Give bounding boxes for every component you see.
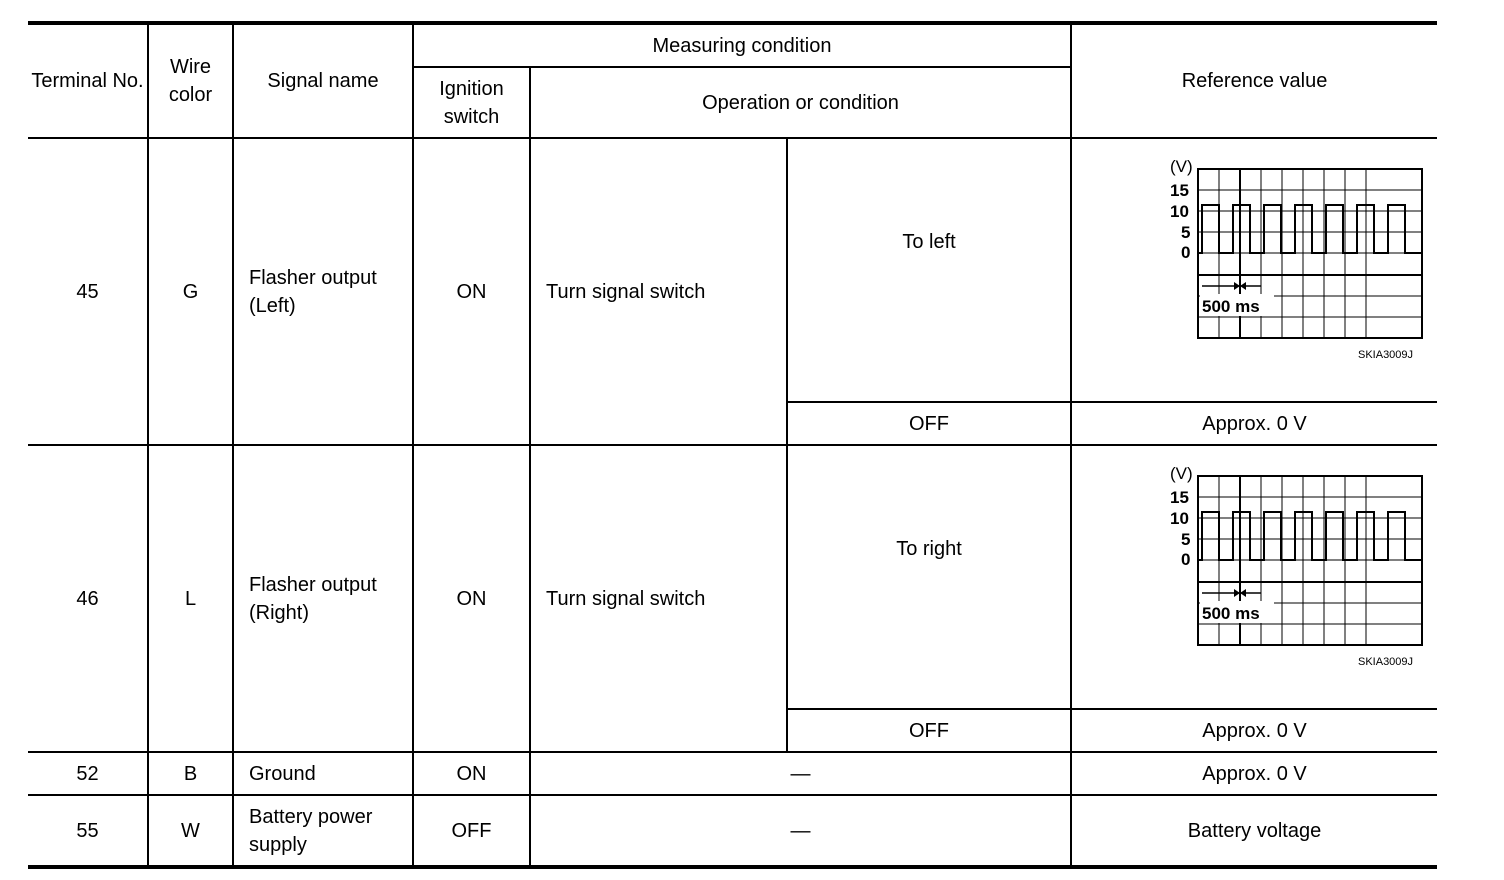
signal-name-cell: Ground: [233, 752, 413, 795]
y-tick-15: 15: [1169, 181, 1189, 200]
wire-color-cell: G: [148, 138, 233, 445]
operation-cell: Turn signal switch: [530, 445, 787, 752]
operation-cell: —: [530, 752, 1071, 795]
signal-name-cell: Battery power supply: [233, 795, 413, 867]
condition-off-cell: OFF: [787, 709, 1071, 752]
ignition-cell: ON: [413, 138, 530, 445]
y-tick-5: 5: [1180, 530, 1190, 549]
header-reference-value: Reference value: [1071, 23, 1437, 138]
y-tick-10: 10: [1169, 202, 1189, 221]
header-ignition-switch: Ignition switch: [413, 67, 530, 138]
ignition-cell: OFF: [413, 795, 530, 867]
operation-cell: —: [530, 795, 1071, 867]
terminal-cell: 46: [28, 445, 148, 752]
header-operation: Operation or condition: [530, 67, 1071, 138]
reference-off-cell: Approx. 0 V: [1071, 402, 1437, 445]
header-measuring-condition: Measuring condition: [413, 23, 1071, 67]
terminal-cell: 45: [28, 138, 148, 445]
operation-cell: Turn signal switch: [530, 138, 787, 445]
terminal-spec-table: [28, 21, 1437, 869]
waveform-cell: [1071, 445, 1437, 709]
waveform-cell: [1071, 138, 1437, 402]
waveform-chart: [1115, 157, 1413, 380]
condition-off-cell: OFF: [787, 402, 1071, 445]
signal-name-cell: Flasher output (Left): [233, 138, 413, 445]
y-unit-label: (V): [1169, 464, 1193, 483]
condition-cell: To right: [787, 445, 1071, 709]
y-unit-label: (V): [1169, 157, 1193, 176]
header-wire-color: Wire color: [148, 23, 233, 138]
reference-cell: Battery voltage: [1071, 795, 1437, 867]
figure-code: SKIA3009J: [1357, 349, 1413, 361]
condition-cell: To left: [787, 138, 1071, 402]
ignition-cell: ON: [413, 752, 530, 795]
reference-cell: Approx. 0 V: [1071, 752, 1437, 795]
time-scale-label: 500 ms: [1201, 297, 1260, 316]
y-tick-10: 10: [1169, 509, 1189, 528]
wire-color-cell: W: [148, 795, 233, 867]
y-tick-0: 0: [1180, 550, 1190, 569]
y-tick-0: 0: [1180, 243, 1190, 262]
y-tick-15: 15: [1169, 488, 1189, 507]
reference-off-cell: Approx. 0 V: [1071, 709, 1437, 752]
wire-color-cell: L: [148, 445, 233, 752]
waveform-chart: [1115, 464, 1413, 687]
terminal-cell: 52: [28, 752, 148, 795]
ignition-cell: ON: [413, 445, 530, 752]
figure-code: SKIA3009J: [1357, 656, 1413, 668]
wire-color-cell: B: [148, 752, 233, 795]
header-terminal: Terminal No.: [28, 23, 148, 138]
time-scale-label: 500 ms: [1201, 604, 1260, 623]
y-tick-5: 5: [1180, 223, 1190, 242]
signal-name-cell: Flasher output (Right): [233, 445, 413, 752]
header-signal-name: Signal name: [233, 23, 413, 138]
terminal-cell: 55: [28, 795, 148, 867]
